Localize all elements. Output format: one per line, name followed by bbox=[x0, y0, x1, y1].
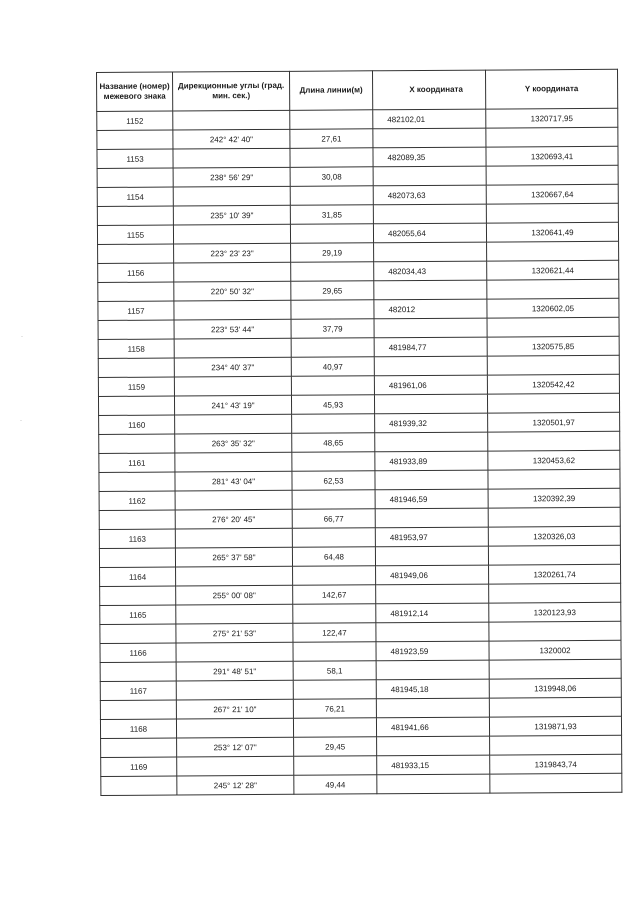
cell-angle: 281° 43' 04" bbox=[175, 471, 292, 491]
cell-y: 1320667,64 bbox=[486, 184, 618, 204]
cell-angle: 242° 42' 40" bbox=[173, 129, 290, 149]
cell-angle bbox=[173, 224, 290, 244]
cell-y: 1320693,41 bbox=[486, 146, 618, 166]
cell-name: 1158 bbox=[98, 339, 174, 358]
cell-y bbox=[486, 127, 618, 147]
cell-length bbox=[292, 414, 375, 434]
cell-x: 481945,18 bbox=[376, 679, 489, 699]
cell-y: 1320123,93 bbox=[489, 602, 621, 622]
cell-x bbox=[373, 204, 486, 224]
cell-y: 1320261,74 bbox=[489, 564, 621, 584]
cell-x bbox=[375, 546, 488, 566]
cell-angle: 234° 40' 37" bbox=[174, 357, 291, 377]
cell-length: 37,79 bbox=[291, 319, 374, 339]
cell-angle: 265° 37' 58" bbox=[175, 547, 292, 567]
cell-name: 1169 bbox=[101, 757, 177, 776]
cell-y bbox=[487, 393, 619, 413]
cell-name bbox=[98, 396, 174, 415]
cell-angle bbox=[173, 148, 290, 168]
cell-length bbox=[293, 718, 376, 738]
cell-y: 1319871,93 bbox=[489, 716, 621, 736]
cell-name bbox=[99, 434, 175, 453]
header-angle: Дирекционные углы (град. мин. сек.) bbox=[173, 71, 290, 111]
cell-x: 481933,89 bbox=[375, 451, 488, 471]
cell-y bbox=[488, 431, 620, 451]
cell-y: 1320602,05 bbox=[487, 298, 619, 318]
cell-x bbox=[375, 432, 488, 452]
cell-angle: 276° 20' 45" bbox=[175, 509, 292, 529]
cell-angle bbox=[176, 604, 293, 624]
cell-angle: 235° 10' 39" bbox=[173, 205, 290, 225]
cell-y bbox=[486, 165, 618, 185]
cell-length bbox=[292, 452, 375, 472]
cell-x bbox=[374, 356, 487, 376]
cell-name bbox=[100, 624, 176, 643]
cell-length bbox=[290, 224, 373, 244]
cell-length bbox=[290, 148, 373, 168]
cell-angle bbox=[173, 110, 290, 130]
cell-name bbox=[99, 548, 175, 567]
cell-x bbox=[377, 774, 490, 794]
cell-angle bbox=[174, 262, 291, 282]
cell-y: 1319948,06 bbox=[489, 678, 621, 698]
cell-angle: 253° 12' 07" bbox=[177, 737, 294, 757]
cell-x: 482089,35 bbox=[373, 147, 486, 167]
cell-name bbox=[100, 662, 176, 681]
cell-name bbox=[101, 738, 177, 757]
cell-name bbox=[99, 472, 175, 491]
table-header-row bbox=[97, 69, 618, 111]
cell-y bbox=[487, 355, 619, 375]
cell-length bbox=[293, 680, 376, 700]
cell-x bbox=[376, 660, 489, 680]
cell-angle: 267° 21' 10" bbox=[176, 699, 293, 719]
cell-x: 482055,64 bbox=[373, 223, 486, 243]
cell-y: 1320641,49 bbox=[486, 222, 618, 242]
cell-length bbox=[293, 604, 376, 624]
cell-x bbox=[374, 242, 487, 262]
cell-x: 481946,59 bbox=[375, 489, 488, 509]
cell-name bbox=[99, 510, 175, 529]
cell-length: 62,53 bbox=[292, 471, 375, 491]
cell-angle bbox=[174, 300, 291, 320]
cell-y: 1320326,03 bbox=[488, 526, 620, 546]
cell-name: 1164 bbox=[100, 567, 176, 586]
cell-y: 1320392,39 bbox=[488, 488, 620, 508]
cell-y bbox=[488, 469, 620, 489]
cell-length bbox=[294, 756, 377, 776]
cell-angle bbox=[175, 414, 292, 434]
cell-name: 1154 bbox=[97, 187, 173, 206]
header-length: Длина линии(м) bbox=[289, 71, 372, 111]
cell-length: 122,47 bbox=[293, 623, 376, 643]
cell-y bbox=[487, 279, 619, 299]
cell-length: 58,1 bbox=[293, 661, 376, 681]
cell-x: 481912,14 bbox=[376, 603, 489, 623]
cell-name: 1161 bbox=[99, 453, 175, 472]
cell-length bbox=[293, 642, 376, 662]
cell-x bbox=[373, 128, 486, 148]
cell-x: 481923,59 bbox=[376, 641, 489, 661]
cell-x bbox=[376, 622, 489, 642]
cell-length: 64,48 bbox=[292, 547, 375, 567]
cell-angle bbox=[177, 756, 294, 776]
cell-x bbox=[374, 394, 487, 414]
cell-length bbox=[290, 110, 373, 130]
cell-x: 481961,06 bbox=[374, 375, 487, 395]
cell-length bbox=[290, 186, 373, 206]
cell-x bbox=[373, 166, 486, 186]
header-x: X координата bbox=[372, 70, 485, 110]
cell-name: 1165 bbox=[100, 605, 176, 624]
cell-y: 1320002 bbox=[489, 640, 621, 660]
cell-length bbox=[291, 338, 374, 358]
cell-length: 29,45 bbox=[294, 737, 377, 757]
cell-x bbox=[376, 584, 489, 604]
cell-y bbox=[489, 659, 621, 679]
cell-length: 45,93 bbox=[291, 395, 374, 415]
cell-name bbox=[97, 168, 173, 187]
cell-name: 1157 bbox=[98, 301, 174, 320]
cell-length: 49,44 bbox=[294, 775, 377, 795]
cell-length: 48,65 bbox=[292, 433, 375, 453]
cell-length bbox=[291, 376, 374, 396]
cell-angle: 241° 43' 19" bbox=[174, 395, 291, 415]
cell-length bbox=[292, 528, 375, 548]
cell-name: 1168 bbox=[100, 719, 176, 738]
cell-y bbox=[489, 621, 621, 641]
cell-name: 1159 bbox=[98, 377, 174, 396]
cell-name: 1156 bbox=[98, 263, 174, 282]
scan-speck: · bbox=[21, 334, 23, 340]
cell-length: 29,19 bbox=[291, 243, 374, 263]
cell-x bbox=[375, 470, 488, 490]
cell-angle: 263° 35' 32" bbox=[175, 433, 292, 453]
cell-angle bbox=[175, 452, 292, 472]
cell-x: 481953,97 bbox=[375, 527, 488, 547]
cell-y bbox=[489, 697, 621, 717]
cell-angle bbox=[176, 680, 293, 700]
boundary-coordinates-table bbox=[96, 69, 622, 796]
cell-length: 31,85 bbox=[290, 205, 373, 225]
cell-angle: 223° 53' 44" bbox=[174, 319, 291, 339]
cell-length bbox=[291, 262, 374, 282]
cell-y: 1320717,95 bbox=[486, 108, 618, 128]
cell-name bbox=[97, 206, 173, 225]
cell-name: 1166 bbox=[100, 643, 176, 662]
cell-name bbox=[98, 358, 174, 377]
cell-name bbox=[98, 320, 174, 339]
cell-x: 482073,63 bbox=[373, 185, 486, 205]
cell-x: 481941,66 bbox=[376, 717, 489, 737]
cell-angle bbox=[176, 718, 293, 738]
cell-x: 481939,32 bbox=[375, 413, 488, 433]
cell-y bbox=[490, 773, 622, 793]
cell-length: 27,61 bbox=[290, 129, 373, 149]
cell-name bbox=[98, 244, 174, 263]
cell-name: 1160 bbox=[99, 415, 175, 434]
cell-length bbox=[291, 300, 374, 320]
cell-name bbox=[98, 282, 174, 301]
cell-angle bbox=[175, 528, 292, 548]
cell-angle: 220° 50' 32" bbox=[174, 281, 291, 301]
cell-y bbox=[487, 241, 619, 261]
cell-name bbox=[100, 700, 176, 719]
cell-length: 40,97 bbox=[291, 357, 374, 377]
cell-angle bbox=[173, 186, 290, 206]
cell-length: 29,65 bbox=[291, 281, 374, 301]
scan-speck: · bbox=[20, 418, 22, 424]
cell-angle bbox=[174, 376, 291, 396]
cell-angle: 223° 23' 23" bbox=[174, 243, 291, 263]
cell-y bbox=[489, 583, 621, 603]
cell-x bbox=[376, 698, 489, 718]
cell-y bbox=[490, 735, 622, 755]
cell-name: 1167 bbox=[100, 681, 176, 700]
cell-name: 1153 bbox=[97, 149, 173, 168]
cell-name: 1163 bbox=[99, 529, 175, 548]
cell-y: 1320542,42 bbox=[487, 374, 619, 394]
cell-length bbox=[292, 490, 375, 510]
cell-y bbox=[486, 203, 618, 223]
cell-x bbox=[377, 736, 490, 756]
cell-length: 142,67 bbox=[293, 585, 376, 605]
cell-y: 1319843,74 bbox=[490, 754, 622, 774]
cell-x: 481949,06 bbox=[376, 565, 489, 585]
cell-x: 482034,43 bbox=[374, 261, 487, 281]
cell-name: 1162 bbox=[99, 491, 175, 510]
cell-x: 482012 bbox=[374, 299, 487, 319]
cell-length bbox=[293, 566, 376, 586]
cell-angle: 291° 48' 51" bbox=[176, 661, 293, 681]
header-y: Y координата bbox=[485, 69, 617, 109]
cell-angle bbox=[176, 642, 293, 662]
cell-y: 1320501,97 bbox=[488, 412, 620, 432]
cell-y bbox=[487, 317, 619, 337]
cell-y: 1320621,44 bbox=[487, 260, 619, 280]
cell-name bbox=[100, 586, 176, 605]
cell-angle: 255° 00' 08" bbox=[176, 585, 293, 605]
cell-x bbox=[374, 318, 487, 338]
cell-angle: 245° 12' 28" bbox=[177, 775, 294, 795]
cell-angle: 275° 21' 53" bbox=[176, 623, 293, 643]
cell-name bbox=[101, 776, 177, 795]
header-name: Название (номер) межевого знака bbox=[97, 72, 173, 111]
cell-length: 76,21 bbox=[293, 699, 376, 719]
cell-name bbox=[97, 130, 173, 149]
cell-name: 1152 bbox=[97, 111, 173, 130]
cell-x: 481984,77 bbox=[374, 337, 487, 357]
cell-length: 66,77 bbox=[292, 509, 375, 529]
cell-name: 1155 bbox=[97, 225, 173, 244]
cell-y bbox=[488, 545, 620, 565]
table-row bbox=[101, 773, 622, 795]
cell-angle bbox=[174, 338, 291, 358]
cell-angle bbox=[175, 490, 292, 510]
cell-length: 30,08 bbox=[290, 167, 373, 187]
cell-x: 482102,01 bbox=[373, 109, 486, 129]
cell-angle: 238° 56' 29" bbox=[173, 167, 290, 187]
cell-x: 481933,15 bbox=[377, 755, 490, 775]
cell-x bbox=[374, 280, 487, 300]
cell-y: 1320453,62 bbox=[488, 450, 620, 470]
cell-y bbox=[488, 507, 620, 527]
cell-x bbox=[375, 508, 488, 528]
cell-angle bbox=[176, 566, 293, 586]
cell-y: 1320575,85 bbox=[487, 336, 619, 356]
